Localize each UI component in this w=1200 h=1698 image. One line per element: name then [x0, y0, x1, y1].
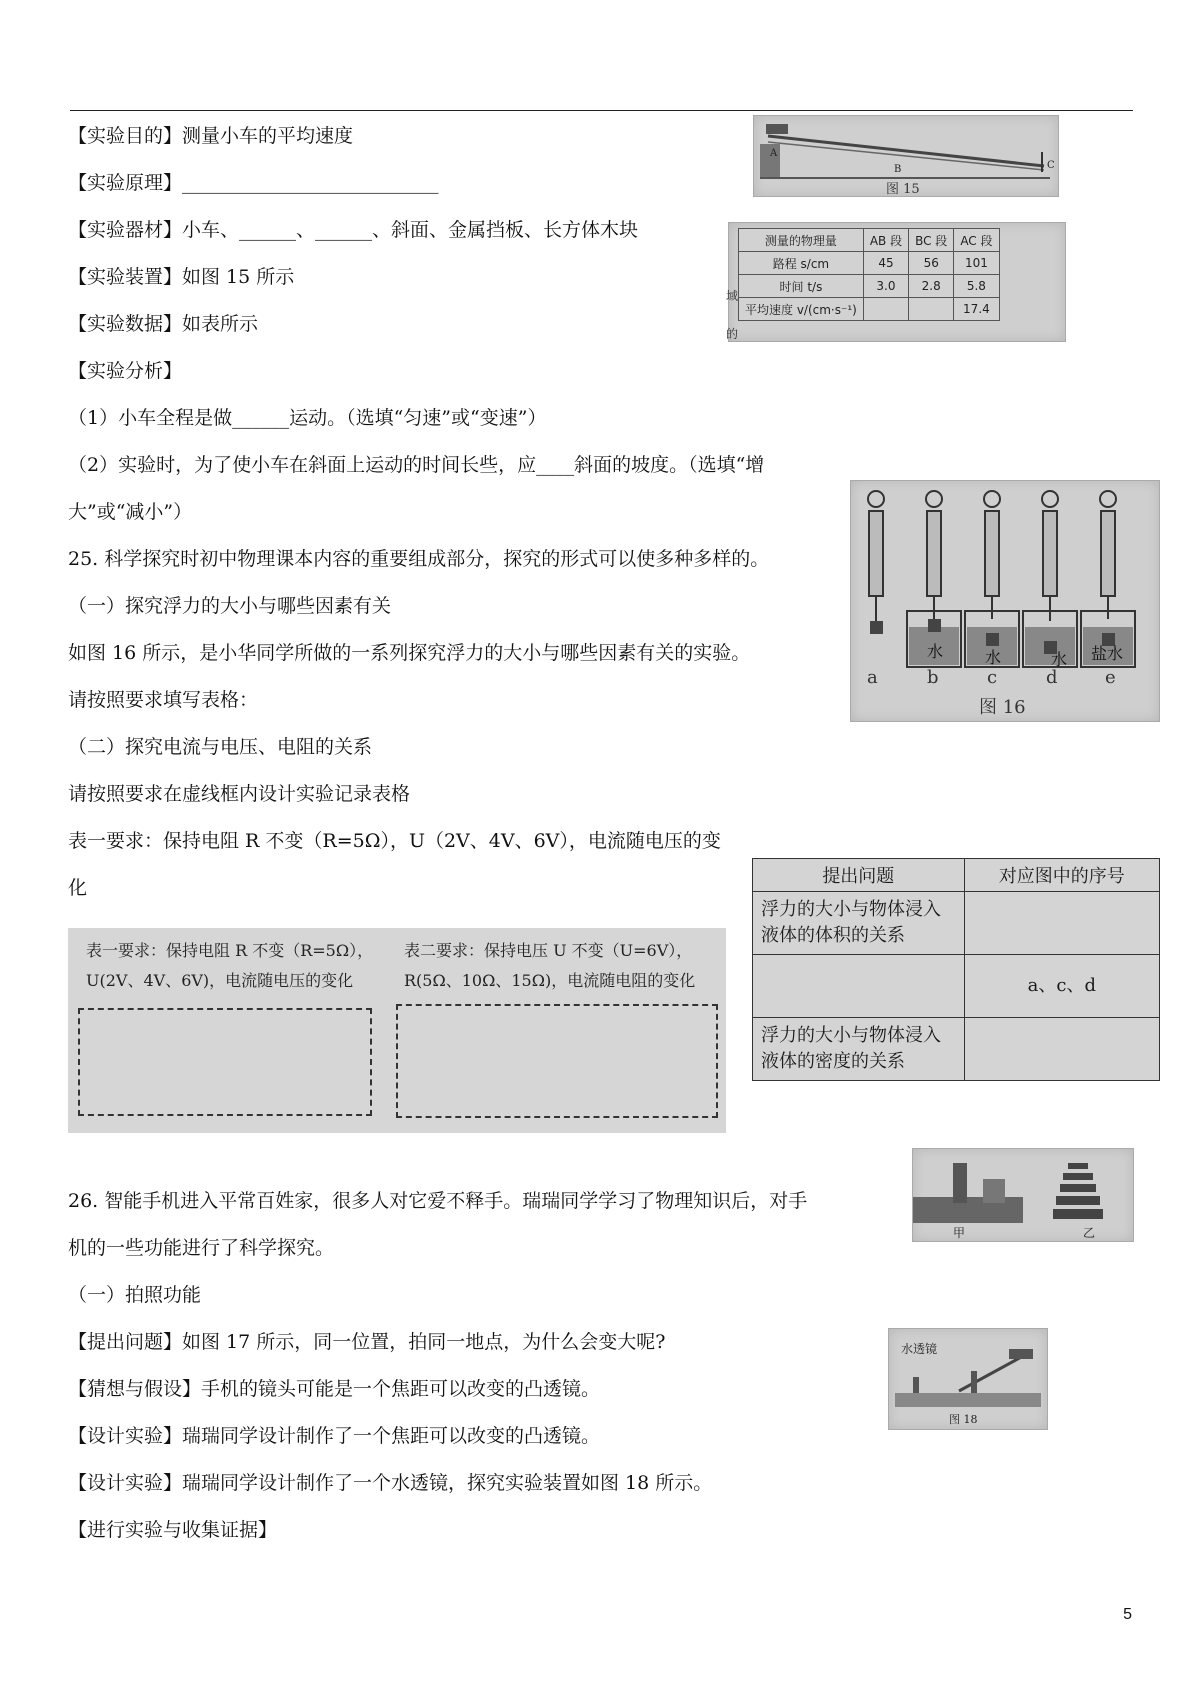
panel-letter: b	[927, 667, 939, 688]
figure-16-photo	[850, 480, 1160, 722]
table-header-row	[739, 229, 1000, 252]
table-cell	[909, 298, 954, 321]
liquid-label: 水	[1051, 650, 1068, 669]
text-line: 25. 科学探究时初中物理课本内容的重要组成部分，探究的形式可以使多种多样的。	[68, 548, 770, 570]
header-rule	[70, 110, 1133, 111]
text-line: 【猜想与假设】手机的镜头可能是一个焦距可以改变的凸透镜。	[68, 1378, 601, 1400]
figure-17-photo	[912, 1148, 1134, 1242]
speed-data-table	[738, 228, 1000, 321]
text-line: （1）小车全程是做______运动。（选填“匀速”或“变速”）	[68, 407, 547, 429]
table-row	[753, 1018, 1160, 1081]
table-cell	[863, 298, 908, 321]
table-cell: 浮力的大小与物体浸入液体的密度的关系	[753, 1018, 965, 1081]
text-line: 【实验数据】如表所示	[68, 313, 259, 335]
table-cell: 2.8	[909, 275, 954, 298]
answer-box-table-1[interactable]	[78, 1008, 372, 1116]
label-jia: 甲	[953, 1226, 966, 1240]
table-requirements-photo	[68, 928, 726, 1133]
text-line: 化	[68, 877, 88, 899]
table-row	[753, 955, 1160, 1018]
table-cell: 对应图中的序号	[964, 859, 1159, 892]
table-cell: BC 段	[909, 229, 954, 252]
text-line: 【进行实验与收集证据】	[68, 1519, 278, 1541]
panel-letter: e	[1105, 667, 1116, 688]
figure-15-photo	[753, 115, 1059, 197]
panel-letter: d	[1046, 667, 1058, 688]
liquid-label: 水	[985, 648, 1002, 667]
req-left-title: 表一要求：保持电阻 R 不变（R=5Ω），	[86, 941, 374, 960]
page-number: 5	[1123, 1606, 1132, 1623]
table-cell: AB 段	[863, 229, 908, 252]
table-row	[739, 252, 1000, 275]
table-cell: 17.4	[954, 298, 999, 321]
label-a: A	[770, 148, 778, 159]
table-cell: AC 段	[954, 229, 999, 252]
text-line: 表一要求：保持电阻 R 不变（R=5Ω），U（2V、4V、6V），电流随电压的变	[68, 830, 721, 852]
label-yi: 乙	[1083, 1226, 1096, 1240]
table-cell	[964, 892, 1159, 955]
text-line: 【实验原理】___________________________	[68, 172, 439, 194]
liquid-label: 水	[927, 642, 944, 661]
text-line: 【实验装置】如图 15 所示	[68, 266, 295, 288]
figure-15-caption: 图 15	[886, 182, 920, 197]
text-line: （2）实验时，为了使小车在斜面上运动的时间长些，应____斜面的坡度。（选填“增	[68, 454, 765, 476]
table-row	[753, 892, 1160, 955]
table-row	[739, 275, 1000, 298]
spring-scales-drawing	[851, 481, 1159, 676]
text-line: 【设计实验】瑞瑞同学设计制作了一个水透镜，探究实验装置如图 18 所示。	[68, 1472, 713, 1494]
text-line: 如图 16 所示，是小华同学所做的一系列探究浮力的大小与哪些因素有关的实验。	[68, 642, 751, 664]
table-cell: 5.8	[954, 275, 999, 298]
text-line: （二）探究电流与电压、电阻的关系	[68, 736, 373, 758]
text-line: （一）探究浮力的大小与哪些因素有关	[68, 595, 392, 617]
text-line: 【实验分析】	[68, 360, 183, 382]
table-cell: 路程 s/cm	[739, 252, 864, 275]
text-line: 【提出问题】如图 17 所示，同一位置，拍同一地点，为什么会变大呢?	[68, 1331, 666, 1353]
req-left-sub: U(2V、4V、6V)，电流随电压的变化	[86, 971, 354, 990]
text-line: 26. 智能手机进入平常百姓家，很多人对它爱不释手。瑞瑞同学学习了物理知识后，对手	[68, 1190, 808, 1212]
figure-18-photo	[888, 1328, 1048, 1430]
side-mark: 域	[726, 289, 739, 303]
label-b: B	[894, 164, 902, 175]
side-mark: 的	[726, 327, 739, 341]
figure-16-caption: 图 16	[979, 697, 1026, 718]
text-line: 大”或“减小”）	[68, 501, 193, 523]
text-line: 【设计实验】瑞瑞同学设计制作了一个焦距可以改变的凸透镜。	[68, 1425, 601, 1447]
table-cell: 平均速度 v/(cm·s⁻¹)	[739, 298, 864, 321]
text-line: （一）拍照功能	[68, 1284, 202, 1306]
table-cell: 3.0	[863, 275, 908, 298]
table-cell: 浮力的大小与物体浸入液体的体积的关系	[753, 892, 965, 955]
table-cell: 测量的物理量	[739, 229, 864, 252]
text-line: 【实验器材】小车、______、______、斜面、金属挡板、长方体木块	[68, 219, 639, 241]
table-cell: 101	[954, 252, 999, 275]
table-header-row	[753, 859, 1160, 892]
liquid-label: 盐水	[1091, 644, 1124, 663]
req-right-sub: R(5Ω、10Ω、15Ω)，电流随电阻的变化	[404, 971, 696, 990]
text-line: 请按照要求填写表格：	[68, 689, 259, 711]
water-lens-drawing	[889, 1329, 1047, 1429]
pagoda-drawing	[913, 1149, 1133, 1241]
label-c: C	[1047, 160, 1055, 171]
table-cell: a、c、d	[964, 955, 1159, 1018]
text-line: 请按照要求在虚线框内设计实验记录表格	[68, 783, 411, 805]
text-line: 【实验目的】测量小车的平均速度	[68, 125, 354, 147]
table-cell: 时间 t/s	[739, 275, 864, 298]
table-row	[739, 298, 1000, 321]
table-cell	[753, 955, 965, 1018]
table-cell: 56	[909, 252, 954, 275]
figure-18-caption: 图 18	[949, 1413, 978, 1426]
table-cell	[964, 1018, 1159, 1081]
panel-letter: a	[867, 667, 878, 688]
table-cell: 45	[863, 252, 908, 275]
table-cell: 提出问题	[753, 859, 965, 892]
buoyancy-question-table	[752, 858, 1160, 1081]
answer-box-table-2[interactable]	[396, 1004, 718, 1118]
panel-letter: c	[987, 667, 998, 688]
req-right-title: 表二要求：保持电压 U 不变（U=6V），	[404, 941, 693, 960]
text-line: 机的一些功能进行了科学探究。	[68, 1237, 335, 1259]
water-lens-label: 水透镜	[901, 1342, 938, 1356]
